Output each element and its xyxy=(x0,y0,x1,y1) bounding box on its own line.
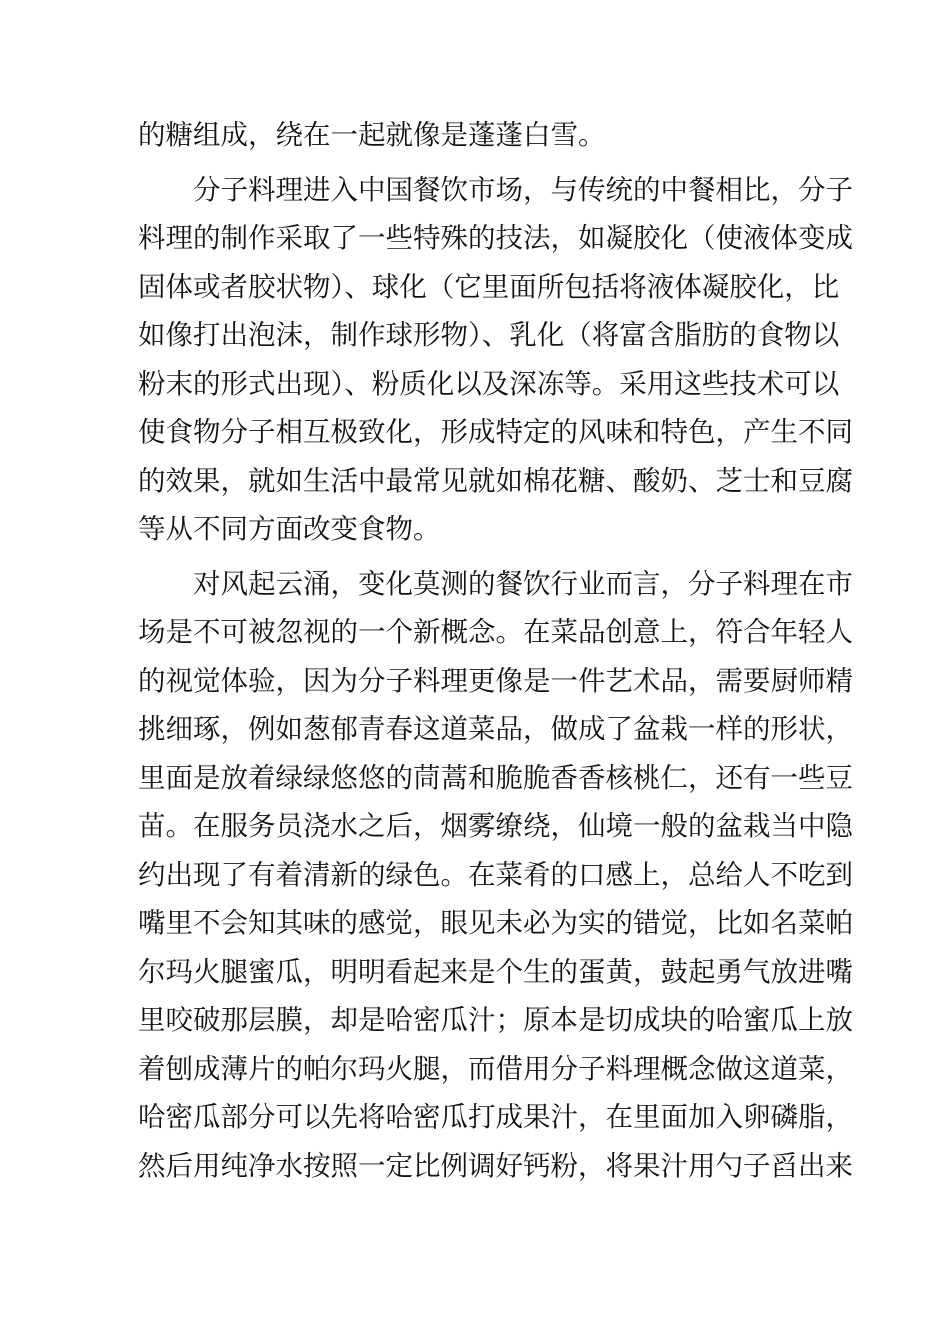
paragraph-2-line-8: 等从不同方面改变食物。 xyxy=(138,513,441,545)
paragraph-3-line-10: 里咬破那层膜，却是哈密瓜汁；原本是切成块的哈蜜瓜上放 xyxy=(138,1004,853,1036)
paragraph-3-line-11: 着刨成薄片的帕尔玛火腿，而借用分子料理概念做这道菜， xyxy=(138,1052,853,1085)
paragraph-3-line-4: 挑细琢，例如葱郁青春这道菜品，做成了盆栽一样的形状， xyxy=(138,713,853,745)
paragraph-2-line-1: 分子料理进入中国餐饮市场，与传统的中餐相比，分子 xyxy=(193,173,853,206)
paragraph-2-line-2: 料理的制作采取了一些特殊的技法，如凝胶化（使液体变成 xyxy=(138,222,853,254)
paragraph-1-line-1: 的糖组成，绕在一起就像是蓬蓬白雪。 xyxy=(138,119,606,151)
paragraph-3-line-1: 对风起云涌，变化莫测的餐饮行业而言，分子料理在市 xyxy=(193,567,853,600)
paragraph-2-line-6: 使食物分子相互极致化，形成特定的风味和特色，产生不同 xyxy=(138,416,853,448)
paragraph-2-line-7: 的效果，就如生活中最常见就如棉花糖、酸奶、芝士和豆腐 xyxy=(138,464,853,497)
body-text xyxy=(138,111,853,1190)
paragraph-3-line-7: 约出现了有着清新的绿色。在菜肴的口感上，总给人不吃到 xyxy=(138,858,853,891)
paragraph-3-line-6: 苗。在服务员浇水之后，烟雾缭绕，仙境一般的盆栽当中隐 xyxy=(138,810,853,842)
paragraph-2-line-3: 固体或者胶状物）、球化（它里面所包括将液体凝胶化，比 xyxy=(138,270,840,303)
paragraph-3-line-3: 的视觉体验，因为分子料理更像是一件艺术品，需要厨师精 xyxy=(138,664,853,697)
paragraph-3-line-13: 然后用纯净水按照一定比例调好钙粉，将果汁用勺子舀出来 xyxy=(138,1149,853,1182)
paragraph-3-line-5: 里面是放着绿绿悠悠的茼蒿和脆脆香香核桃仁，还有一些豆 xyxy=(138,761,853,794)
paragraph-2-line-4: 如像打出泡沫，制作球形物）、乳化（将富含脂肪的食物以 xyxy=(138,319,840,351)
paragraph-2-line-5: 粉末的形式出现）、粉质化以及深冻等。采用这些技术可以 xyxy=(138,367,840,400)
paragraph-3-line-8: 嘴里不会知其味的感觉，眼见未必为实的错觉，比如名菜帕 xyxy=(138,907,853,939)
paragraph-3-line-2: 场是不可被忽视的一个新概念。在菜品创意上，符合年轻人 xyxy=(138,616,853,648)
paragraph-3-line-9: 尔玛火腿蜜瓜，明明看起来是个生的蛋黄，鼓起勇气放进嘴 xyxy=(138,955,853,988)
paragraph-3-line-12: 哈密瓜部分可以先将哈密瓜打成果汁，在里面加入卵磷脂， xyxy=(138,1101,853,1133)
